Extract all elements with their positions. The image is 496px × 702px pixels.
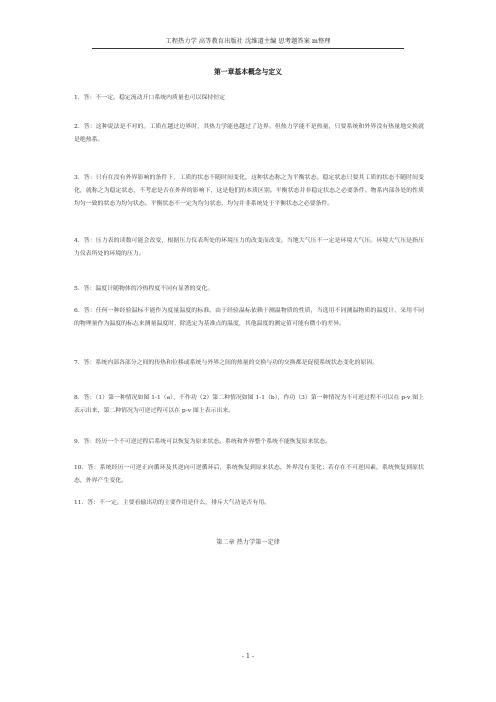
answer-9: 9．答：经历一个不可逆过程后系统可以恢复为原来状态。系统和外界整个系统不能恢复原来状态。 xyxy=(74,439,332,445)
page-number: - 1 - xyxy=(241,653,255,660)
answer-1: 1．答：不一定。稳定流动开口系统内质量也可以保持恒定 xyxy=(74,95,226,101)
answer-2: 2．答：这种说法是不对的。工质在越过边界时，其热力学能也越过了边界。但热力学能不是热量，只要系统和外界没有热量地交换就是绝热系。 xyxy=(74,124,424,143)
page-header: 工程热力学 高等教育出版社 沈维道主编 思考题答案 m整理 xyxy=(92,36,404,49)
answer-6: 6．答：任何一种经验温标不能作为度量温度的标准。由于经验温标依赖于测温物质的性质，当选用不同测温物质的温度计、采用不同的物理量作为温度的标志来测量温度时，除选定为基准点的温度，其他温度的测定值可能有微小的差异。 xyxy=(74,308,424,327)
chapter-2-heading: 第二章 热力学第一定律 xyxy=(216,539,280,546)
answer-10: 10．答：系统经历一可逆正向循环及其逆向可逆循环后，系统恢复到原来状态，外界没有变化；若存在不可逆因素，系统恢复到原状态，外界产生变化。 xyxy=(74,465,424,484)
answer-7: 7．答：系统内部各部分之间的传热和位移或系统与外界之间的热量的交换与功的交换都是促使系统状态变化的原因。 xyxy=(74,360,379,366)
answer-5: 5．答：温度计随物体的冷热程度不同有显著的变化。 xyxy=(74,286,214,292)
chapter-title: 第一章基本概念与定义 xyxy=(214,68,282,76)
answer-3: 3．答：只有在没有外界影响的条件下，工质的状态不随时间变化，这种状态称之为平衡状态。稳定状态只要其工质的状态不随时间变化，就称之为稳定状态，不考虑是否在外界的影响下，这是他们的本质区别。平衡状态并非稳定状态之必要条件。物系内部各处的性质均匀一致的状态为均匀状态。平衡状态不一定为均匀状态，均匀并非系统处于平衡状态之必要条件。 xyxy=(74,175,424,207)
answer-8: 8．答：（1）第一种情况如图 1-1（a），不作功（2）第二种情况如图 1-1（b），作功（3）第一种情况为不可逆过程不可以在 p-v 图上表示出来，第二种情况为可逆过程可以在 p-v 图上表示出来。 xyxy=(74,395,424,414)
answer-11: 11．答：不一定。主要看输出功的主要作用是什么，排斥大气功是否有用。 xyxy=(74,500,270,506)
answer-4: 4．答：压力表的读数可能会改变，根据压力仪表所处的环境压力的改变而改变。当地大气压不一定是环境大气压。环境大气压是指压力仪表所处的环境的压力。 xyxy=(74,238,424,257)
